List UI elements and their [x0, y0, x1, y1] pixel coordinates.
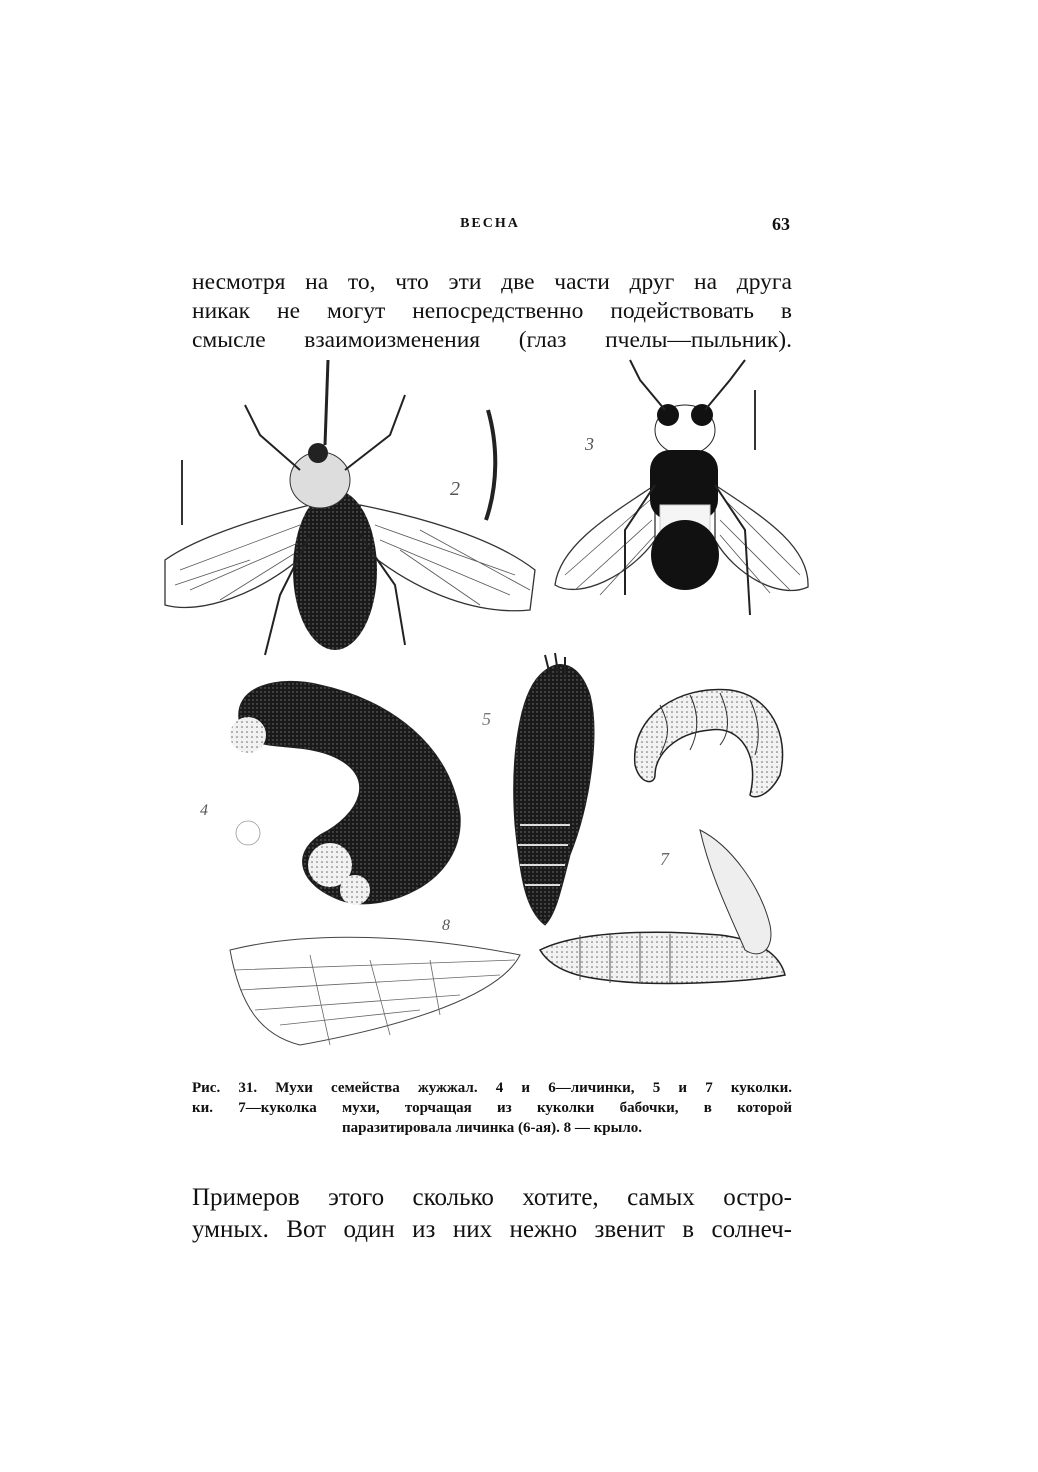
- pupa-7-illustration: [540, 830, 785, 983]
- text-line: никак не могут непосредственно подействовать в: [192, 298, 792, 324]
- caption-line: ки. 7—куколка мухи, торчащая из куколки бабочки, в которой: [192, 1100, 792, 1116]
- larva-4-illustration: [200, 681, 460, 905]
- figure-label-5: 5: [482, 709, 491, 729]
- paragraph-top: [192, 268, 792, 355]
- text-line: смысле взаимоизменения (глаз пчелы—пыльник).: [192, 327, 792, 353]
- wing-8-illustration: [230, 917, 520, 1045]
- text-line: Примеров этого сколько хотите, самых остро-: [192, 1184, 792, 1211]
- running-head: ВЕСНА: [460, 216, 520, 231]
- figure-label-7: 7: [660, 849, 669, 869]
- larva-6-illustration: [635, 689, 783, 796]
- figure-label-3: 3: [585, 434, 594, 454]
- page-number: 63: [772, 214, 790, 234]
- caption-line: Рис. 31. Мухи семейства жужжал. 4 и 6—личинки, 5 и 7 куколки.: [192, 1080, 792, 1096]
- figure-label-8: 8: [442, 917, 450, 934]
- figure-label-4: 4: [200, 802, 208, 819]
- figure-31: [160, 355, 810, 1075]
- figure-label-2: 2: [450, 478, 460, 500]
- fly-3-illustration: [555, 360, 808, 615]
- caption-line: паразитировала личинка (6-ая). 8 — крыло.: [342, 1120, 642, 1136]
- text-line: умных. Вот один из них нежно звенит в солнеч-: [192, 1216, 792, 1243]
- paragraph-bottom: [192, 1182, 792, 1246]
- page-header: [190, 214, 790, 238]
- pupa-5-illustration: [482, 653, 594, 925]
- figure-caption: [192, 1078, 792, 1138]
- fly-1-illustration: [165, 360, 535, 655]
- text-line: несмотря на то, что эти две части друг на друга: [192, 269, 792, 295]
